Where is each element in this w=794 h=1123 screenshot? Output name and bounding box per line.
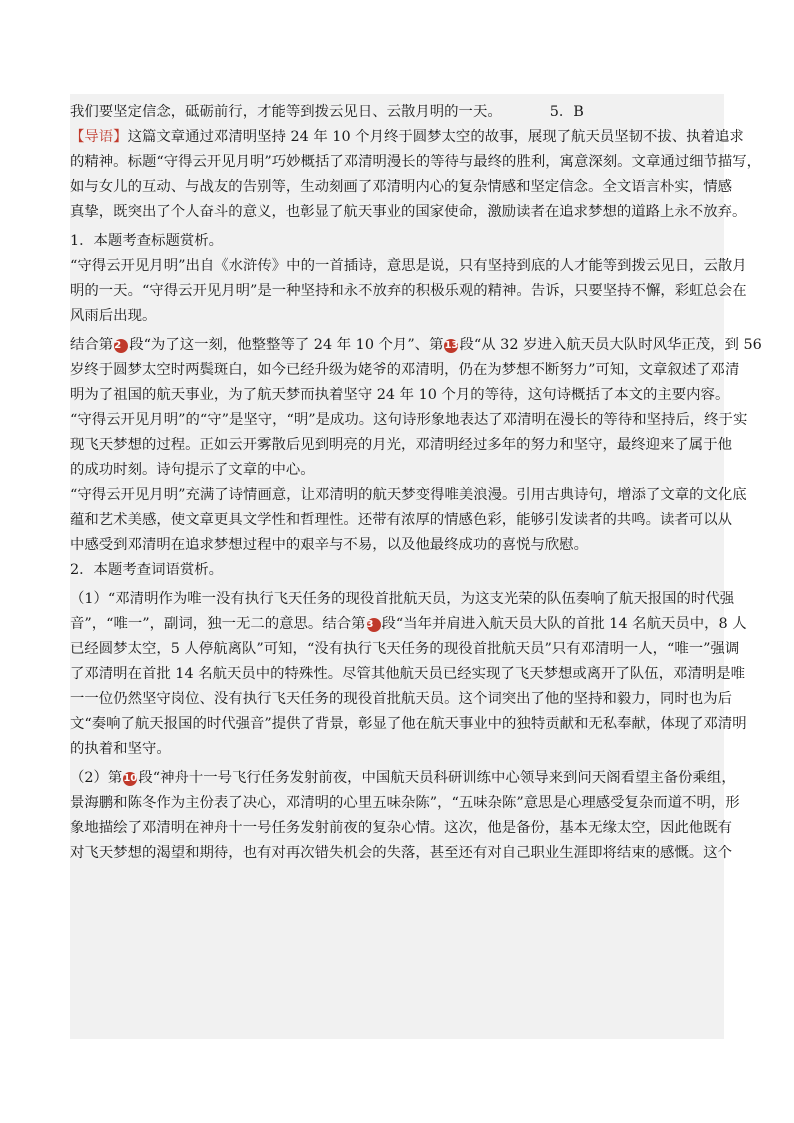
text-line bbox=[70, 358, 740, 383]
text-line bbox=[70, 304, 724, 329]
text-segment: 2．本题考查词语赏析。 bbox=[70, 562, 224, 578]
text-segment: 现飞天梦想的过程。正如云开雾散后见到明亮的月光，邓清明经过多年的努力和坚守，最终迎来了属于他 bbox=[70, 437, 732, 453]
text-line bbox=[70, 483, 747, 508]
text-segment: 如与女儿的互动、与战友的告别等，生动刻画了邓清明内心的复杂情感和坚定信念。全文语言朴实，情感 bbox=[70, 179, 732, 195]
text-segment: 对飞天梦想的渴望和期待，也有对再次错失机会的失落，甚至还有对自己职业生涯即将结束的感慨。这个 bbox=[70, 845, 732, 861]
text-line bbox=[70, 150, 762, 175]
text-segment: 的成功时刻。诗句提示了文章的中心。 bbox=[70, 462, 315, 478]
text-line bbox=[70, 637, 740, 662]
text-line bbox=[70, 737, 724, 762]
paragraph-number-badge: 10 bbox=[123, 773, 138, 784]
text-segment: 结合第 bbox=[70, 337, 114, 353]
text-line bbox=[70, 383, 730, 408]
text-line bbox=[70, 433, 732, 458]
text-segment: 1．本题考查标题赏析。 bbox=[70, 233, 224, 249]
answer-label: 5．B bbox=[549, 104, 584, 120]
text-segment: 段“神舟十一号飞行任务发射前夜，中国航天员科研训练中心领导来到问天阁看望主备份乘组， bbox=[138, 770, 736, 786]
text-line bbox=[70, 254, 747, 279]
text-segment: （1）“邓清明作为唯一没有执行飞天任务的现役首批航天员，为这支光荣的队伍奏响了航天报国的时代强 bbox=[70, 591, 735, 607]
text-segment: “守得云开见月明”的“守”是坚守，“明”是成功。这句诗形象地表达了邓清明在漫长的等待和坚持后，终于实 bbox=[70, 412, 748, 428]
text-line bbox=[70, 841, 732, 866]
text-line bbox=[70, 333, 762, 358]
text-line bbox=[70, 587, 735, 612]
text-segment: 象地描绘了邓清明在神舟十一号任务发射前夜的复杂心情。这次，他是备份，基本无缘太空，因此他既有 bbox=[70, 820, 732, 836]
paragraph-number-badge: 2 bbox=[114, 339, 128, 353]
text-line bbox=[70, 662, 746, 687]
text-line bbox=[70, 791, 740, 816]
text-line bbox=[70, 533, 724, 558]
text-segment: 的执着和坚守。 bbox=[70, 741, 171, 757]
text-line bbox=[70, 125, 744, 150]
text-segment: 段“从 32 岁进入航天员大队时风华正茂，到 56 bbox=[459, 337, 762, 353]
text-line bbox=[70, 100, 724, 125]
section-tag: 【导语】 bbox=[70, 129, 128, 145]
text-line bbox=[70, 687, 732, 712]
text-line bbox=[70, 229, 724, 254]
answer-analysis-text bbox=[70, 94, 762, 1039]
text-line bbox=[70, 279, 747, 304]
text-segment: 中感受到邓清明在追求梦想过程中的艰辛与不易，以及他最终成功的喜悦与欣慰。 bbox=[70, 537, 589, 553]
text-segment: 明为了祖国的航天事业，为了航天梦而执着坚守 24 年 10 个月的等待，这句诗概括了本文的主要内容。 bbox=[70, 387, 730, 403]
text-segment: 音”，“唯一”，副词，独一无二的意思。结合第 bbox=[70, 616, 366, 632]
text-segment: 明的一天。“守得云开见月明”是一种坚持和永不放弃的积极乐观的精神。告诉，只要坚持不懈，彩虹总会在 bbox=[70, 283, 747, 299]
text-segment: 已经圆梦太空，5 人停航离队”可知，“没有执行飞天任务的现役首批航天员”只有邓清明一人，“唯一”强调 bbox=[70, 641, 740, 657]
text-segment: 一一位仍然坚守岗位、没有执行飞天任务的现役首批航天员。这个词突出了他的坚持和毅力，同时也为后 bbox=[70, 691, 732, 707]
text-segment: “守得云开见月明”充满了诗情画意，让邓清明的航天梦变得唯美浪漫。引用古典诗句，增添了文章的文化底 bbox=[70, 487, 747, 503]
text-segment: 段“为了这一刻，他整整等了 24 年 10 个月”、第 bbox=[129, 337, 444, 353]
text-line bbox=[70, 200, 747, 225]
text-segment: 蕴和艺术美感，使文章更具文学性和哲理性。还带有浓厚的情感色彩，能够引发读者的共鸣。读者可以从 bbox=[70, 512, 732, 528]
text-segment: 岁终于圆梦太空时两鬓斑白，如今已经升级为姥爷的邓清明，仍在为梦想不断努力”可知，文章叙述了邓清 bbox=[70, 362, 740, 378]
text-line bbox=[70, 816, 732, 841]
text-segment: 段“当年并肩进入航天员大队的首批 14 名航天员中，8 人 bbox=[381, 616, 747, 632]
text-segment: 真挚，既突出了个人奋斗的意义，也彰显了航天事业的国家使命，激励读者在追求梦想的道路上永不放弃。 bbox=[70, 204, 747, 220]
text-segment: 景海鹏和陈冬作为主份表了决心，邓清明的心里五味杂陈”，“五味杂陈”意思是心理感受复杂而道不明，形 bbox=[70, 795, 740, 811]
text-segment: 这篇文章通过邓清明坚持 24 年 10 个月终于圆梦太空的故事，展现了航天员坚韧不拔、执着追求 bbox=[127, 129, 744, 145]
paragraph-number-badge: 3 bbox=[367, 618, 381, 632]
text-line bbox=[70, 612, 747, 637]
text-line bbox=[70, 766, 736, 791]
text-line bbox=[70, 712, 747, 737]
text-segment: 的精神。标题“守得云开见月明”巧妙概括了邓清明漫长的等待与最终的胜利，寓意深刻。文章通过细节描写， bbox=[70, 154, 762, 170]
text-segment: 文“奏响了航天报国的时代强音”提供了背景，彰显了他在航天事业中的独特贡献和无私奉献，体现了邓清明 bbox=[70, 716, 747, 732]
text-segment: 风雨后出现。 bbox=[70, 308, 157, 324]
text-line bbox=[70, 558, 724, 583]
text-segment: “守得云开见月明”出自《水浒传》中的一首插诗，意思是说，只有坚持到底的人才能等到拨云见日，云散月 bbox=[70, 258, 747, 274]
text-line bbox=[70, 408, 748, 433]
text-segment: （2）第 bbox=[70, 770, 123, 786]
text-segment: 我们要坚定信念，砥砺前行，才能等到拨云见日、云散月明的一天。 bbox=[70, 104, 502, 120]
paragraph-number-badge: 13 bbox=[444, 340, 459, 351]
text-line bbox=[70, 508, 732, 533]
text-line bbox=[70, 458, 724, 483]
text-segment: 了邓清明在首批 14 名航天员中的特殊性。尽管其他航天员已经实现了飞天梦想或离开了队伍，邓清明是唯 bbox=[70, 666, 746, 682]
text-line bbox=[70, 175, 732, 200]
